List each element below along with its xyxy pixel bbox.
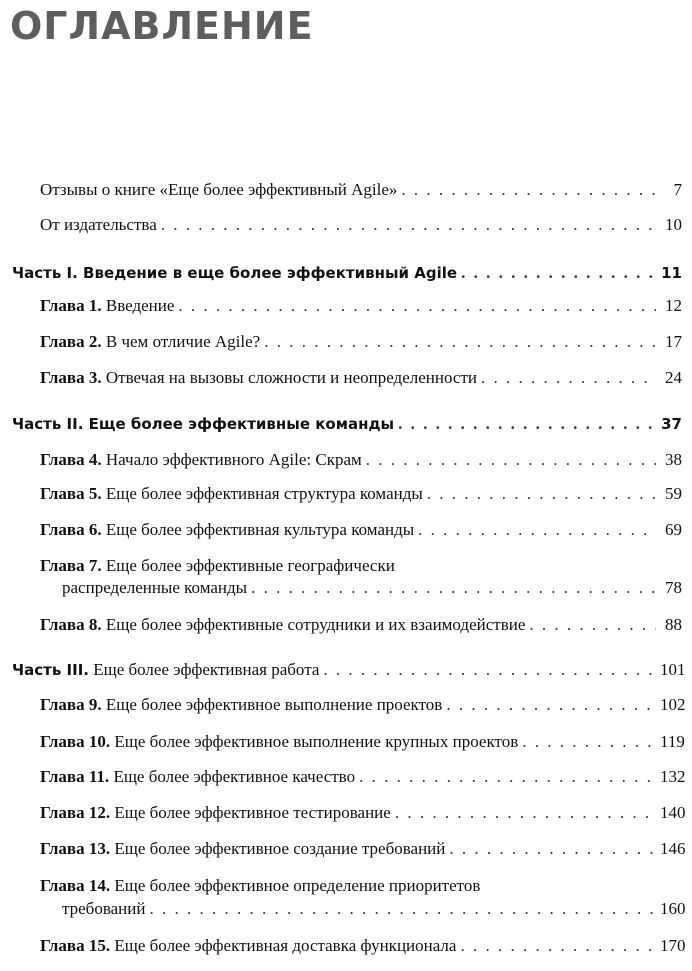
chapter-number: Глава 3.: [40, 368, 102, 387]
part-label: Часть I. Введение в еще более эффективный Agile: [12, 264, 458, 282]
chapter-number: Глава 12.: [40, 803, 111, 822]
toc-chapter-11[interactable]: [40, 766, 686, 788]
toc-chapter-9[interactable]: [40, 694, 686, 716]
chapter-number: Глава 15.: [40, 936, 111, 955]
chapter-title: Еще более эффективное создание требований: [114, 839, 446, 858]
dot-leader: [398, 413, 656, 435]
chapter-title: Еще более эффективное определение приоритетов: [114, 876, 481, 895]
toc-chapter-3[interactable]: [40, 367, 682, 389]
toc-page-number: 37: [661, 415, 682, 433]
toc-chapter-1[interactable]: [40, 295, 682, 317]
toc-page-number: 24: [665, 368, 682, 387]
toc-page-number: 11: [661, 264, 682, 282]
chapter-number: Глава 2.: [40, 332, 102, 351]
toc-page-number: 38: [665, 450, 682, 469]
toc-chapter-14[interactable]: [40, 875, 682, 897]
toc-part-1[interactable]: [12, 262, 682, 284]
toc-page-number: 69: [665, 520, 682, 539]
chapter-number: Глава 13.: [40, 839, 111, 858]
part-title: Еще более эффективная работа: [93, 660, 320, 679]
toc-page-number: 140: [660, 803, 686, 822]
toc-page-number: 170: [660, 936, 686, 955]
chapter-title: Еще более эффективное качество: [113, 767, 356, 786]
toc-page-number: 119: [660, 732, 685, 751]
chapter-number: Глава 1.: [40, 296, 102, 315]
toc-page-number: 101: [660, 660, 686, 679]
toc-chapter-7[interactable]: [40, 555, 682, 577]
dot-leader: [418, 519, 656, 541]
chapter-title: Еще более эффективная доставка функционала: [114, 936, 457, 955]
dot-leader: [178, 295, 656, 317]
chapter-title: Еще более эффективная структура команды: [105, 484, 423, 503]
chapter-number: Глава 5.: [40, 484, 102, 503]
toc-chapter-7-continued[interactable]: [62, 577, 682, 599]
dot-leader: [323, 659, 656, 681]
chapter-title: Еще более эффективные сотрудники и их взаимодействие: [105, 615, 526, 634]
toc-chapter-15[interactable]: [40, 935, 686, 957]
dot-leader: [264, 331, 656, 353]
dot-leader: [359, 766, 656, 788]
chapter-title: Еще более эффективное выполнение крупных проектов: [114, 732, 519, 751]
toc-chapter-10[interactable]: [40, 731, 685, 753]
chapter-title-continued: требований: [62, 899, 146, 918]
dot-leader: [161, 214, 656, 236]
part-prefix: Часть III.: [12, 661, 89, 679]
chapter-title: Введение: [105, 296, 175, 315]
chapter-number: Глава 10.: [40, 732, 111, 751]
dot-leader: [449, 838, 656, 860]
toc-chapter-8[interactable]: [40, 614, 682, 636]
toc-chapter-13[interactable]: [40, 838, 686, 860]
dot-leader: [481, 367, 656, 389]
chapter-number: Глава 9.: [40, 695, 102, 714]
toc-page-number: 7: [673, 180, 682, 199]
toc-page-number: 146: [660, 839, 686, 858]
chapter-number: Глава 6.: [40, 520, 102, 539]
dot-leader: [251, 577, 656, 599]
chapter-title: Еще более эффективное тестирование: [114, 803, 391, 822]
dot-leader: [460, 935, 656, 957]
toc-chapter-6[interactable]: [40, 519, 682, 541]
toc-page-number: 12: [665, 296, 682, 315]
chapter-title: Начало эффективного Agile: Скрам: [105, 450, 362, 469]
chapter-number: Глава 7.: [40, 556, 102, 575]
toc-entry-text: От издательства: [40, 215, 157, 234]
toc-entry-publisher[interactable]: [40, 214, 682, 236]
dot-leader: [427, 483, 656, 505]
chapter-title-continued: распределенные команды: [62, 578, 248, 597]
toc-chapter-2[interactable]: [40, 331, 682, 353]
toc-part-2[interactable]: [12, 413, 682, 435]
toc-chapter-5[interactable]: [40, 483, 682, 505]
chapter-title: Отвечая на вызовы сложности и неопределенности: [105, 368, 477, 387]
chapter-title: Еще более эффективное выполнение проектов: [105, 695, 443, 714]
chapter-title: Еще более эффективная культура команды: [105, 520, 415, 539]
toc-page-number: 160: [660, 899, 686, 918]
page-title: ОГЛАВЛЕНИЕ: [10, 4, 314, 48]
toc-page-number: 102: [660, 695, 686, 714]
toc-page-number: 78: [665, 578, 682, 597]
dot-leader: [446, 694, 656, 716]
chapter-title: В чем отличие Agile?: [105, 332, 261, 351]
toc-page-number: 10: [665, 215, 682, 234]
toc-page-number: 17: [665, 332, 682, 351]
chapter-number: Глава 11.: [40, 767, 110, 786]
part-label: Часть II. Еще более эффективные команды: [12, 415, 395, 433]
toc-page-number: 132: [660, 767, 686, 786]
dot-leader: [529, 614, 656, 636]
chapter-number: Глава 14.: [40, 876, 111, 895]
toc-part-3[interactable]: [12, 659, 686, 681]
chapter-title: Еще более эффективные географически: [105, 556, 395, 575]
toc-chapter-4[interactable]: [40, 449, 682, 471]
toc-chapter-12[interactable]: [40, 802, 686, 824]
dot-leader: [401, 179, 656, 201]
chapter-number: Глава 8.: [40, 615, 102, 634]
dot-leader: [395, 802, 656, 824]
toc-entry-reviews[interactable]: [40, 179, 682, 201]
dot-leader: [461, 262, 656, 284]
dot-leader: [522, 731, 656, 753]
dot-leader: [149, 898, 656, 920]
toc-page-number: 59: [665, 484, 682, 503]
toc-entry-text: Отзывы о книге «Еще более эффективный Agile»: [40, 180, 398, 199]
chapter-number: Глава 4.: [40, 450, 102, 469]
dot-leader: [366, 449, 656, 471]
toc-chapter-14-continued[interactable]: [62, 898, 686, 920]
toc-page-number: 88: [665, 615, 682, 634]
